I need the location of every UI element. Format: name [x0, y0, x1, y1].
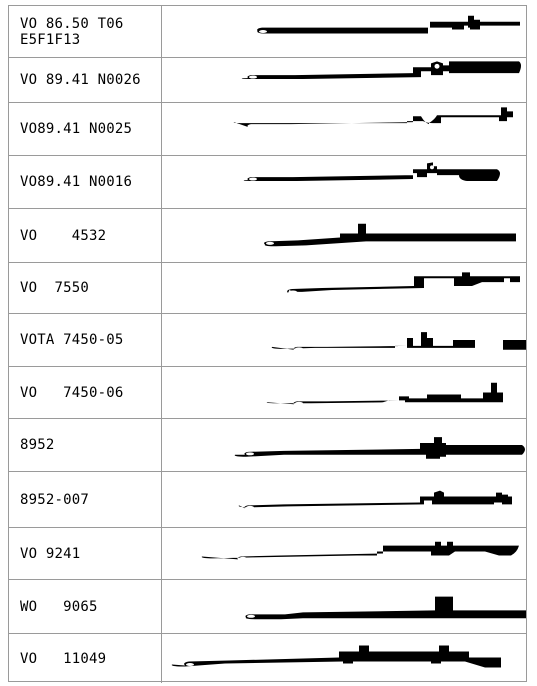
needle-code-text: VO 7550 — [20, 280, 90, 296]
needle-silhouette-icon — [162, 634, 526, 683]
needle-silhouette-icon — [162, 58, 526, 102]
needle-code-cell — [9, 528, 162, 579]
needle-code-text: VO89.41 N0016 — [20, 174, 133, 190]
table-row — [9, 634, 526, 683]
needle-code-text: VO 9241 — [20, 545, 81, 562]
needle-silhouette-icon — [162, 209, 526, 262]
needle-code-text: WO 9065 — [20, 598, 98, 615]
needle-code-cell — [9, 580, 162, 633]
needle-silhouette-icon — [162, 367, 526, 418]
needle-silhouette-icon — [162, 103, 526, 155]
needle-catalog-table — [8, 5, 527, 682]
table-row — [9, 419, 526, 472]
needle-silhouette-icon — [162, 580, 526, 633]
table-row — [9, 58, 526, 103]
table-row — [9, 528, 526, 580]
needle-silhouette-icon — [162, 419, 526, 471]
needle-silhouette-icon — [162, 156, 526, 208]
needle-code-cell — [9, 58, 162, 102]
needle-code-cell — [9, 6, 162, 57]
needle-code-cell — [9, 314, 162, 366]
needle-drawing-cell — [162, 263, 526, 313]
needle-code-text: VOTA 7450-05 — [20, 332, 124, 348]
table-row — [9, 472, 526, 528]
needle-code-text: E5F1F13 — [20, 31, 81, 48]
needle-drawing-cell — [162, 156, 526, 208]
needle-silhouette-icon — [162, 263, 526, 313]
table-row — [9, 209, 526, 263]
needle-drawing-cell — [162, 634, 526, 683]
table-row — [9, 263, 526, 314]
needle-code-text: VO 4532 — [20, 227, 107, 244]
needle-code-text: VO 11049 — [20, 650, 107, 667]
needle-code-cell — [9, 472, 162, 527]
table-row — [9, 103, 526, 156]
needle-drawing-cell — [162, 6, 526, 57]
table-row — [9, 6, 526, 58]
needle-code-text: 8952-007 — [20, 491, 90, 508]
needle-code-cell — [9, 103, 162, 155]
needle-drawing-cell — [162, 472, 526, 527]
needle-silhouette-icon — [162, 528, 526, 579]
needle-silhouette-icon — [162, 314, 526, 366]
table-row — [9, 580, 526, 634]
needle-drawing-cell — [162, 314, 526, 366]
needle-code-text: 8952 — [20, 437, 55, 453]
needle-code-cell — [9, 419, 162, 471]
needle-silhouette-icon — [162, 472, 526, 527]
needle-drawing-cell — [162, 209, 526, 262]
needle-code-text: VO89.41 N0025 — [20, 121, 133, 137]
needle-drawing-cell — [162, 367, 526, 418]
needle-code-text: VO 86.50 T06 — [20, 15, 124, 32]
table-row — [9, 314, 526, 367]
needle-code-cell — [9, 634, 162, 683]
needle-code-cell — [9, 209, 162, 262]
table-row — [9, 367, 526, 419]
needle-code-cell — [9, 367, 162, 418]
table-row — [9, 156, 526, 209]
needle-code-cell — [9, 156, 162, 208]
needle-drawing-cell — [162, 103, 526, 155]
needle-drawing-cell — [162, 528, 526, 579]
needle-code-cell — [9, 263, 162, 313]
needle-silhouette-icon — [162, 6, 526, 57]
needle-drawing-cell — [162, 580, 526, 633]
needle-drawing-cell — [162, 419, 526, 471]
needle-drawing-cell — [162, 58, 526, 102]
needle-code-text: VO 7450-06 — [20, 384, 124, 401]
needle-code-text: VO 89.41 N0026 — [20, 72, 141, 88]
